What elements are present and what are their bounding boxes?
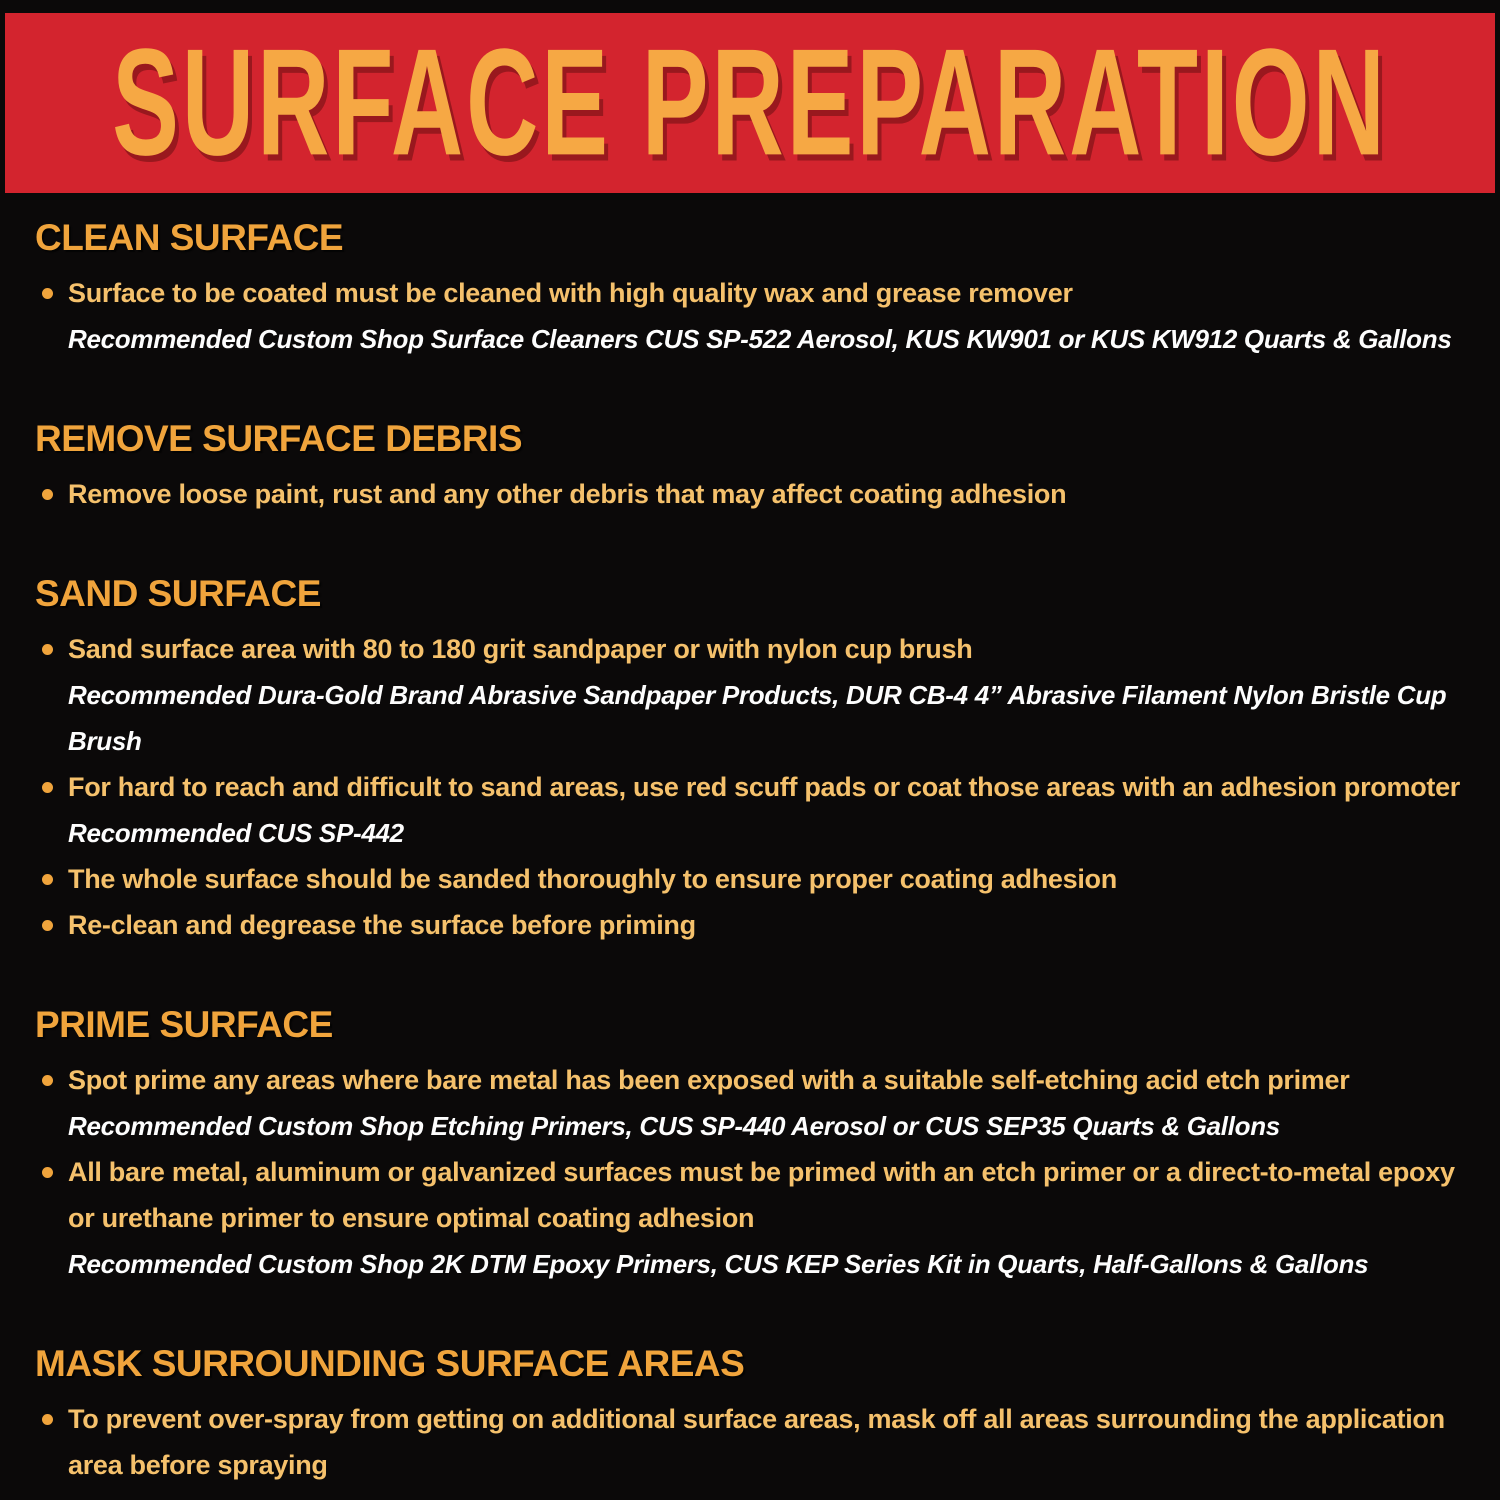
bullet-icon <box>42 920 53 931</box>
recommendation-note: Recommended Dura-Gold Brand Abrasive Sandpaper Products, DUR CB-4 4” Abrasive Filament Nylon Bristle Cup Brush <box>68 680 1447 756</box>
bullet-icon <box>42 874 53 885</box>
bullet-item <box>35 471 1472 517</box>
section-clean-surface <box>35 211 1472 362</box>
bullet-item <box>35 626 1472 672</box>
bullet-icon <box>42 1414 53 1425</box>
recommendation-note: Recommended Custom Shop 2K DTM Epoxy Primers, CUS KEP Series Kit in Quarts, Half-Gallons & Gallons <box>68 1249 1369 1279</box>
section-heading: MASK SURROUNDING SURFACE AREAS <box>35 1343 745 1384</box>
section-prime-surface <box>35 998 1472 1287</box>
bullet-icon <box>42 1167 53 1178</box>
recommendation-note: Recommended Custom Shop Etching Primers, CUS SP-440 Aerosol or CUS SEP35 Quarts & Gallons <box>68 1111 1280 1141</box>
bullet-icon <box>42 489 53 500</box>
bullet-icon <box>42 288 53 299</box>
bullet-text: Sand surface area with 80 to 180 grit sandpaper or with nylon cup brush <box>68 634 973 664</box>
bullet-icon <box>42 782 53 793</box>
instructions-content <box>0 193 1500 1488</box>
bullet-item <box>35 902 1472 948</box>
header-banner <box>5 13 1495 193</box>
bullet-item <box>35 856 1472 902</box>
section-heading: REMOVE SURFACE DEBRIS <box>35 418 523 459</box>
bullet-text: The whole surface should be sanded thoroughly to ensure proper coating adhesion <box>68 864 1117 894</box>
bullet-item <box>35 1149 1472 1241</box>
bullet-icon <box>42 1075 53 1086</box>
section-remove-surface-debris <box>35 412 1472 517</box>
bullet-item <box>35 764 1472 810</box>
bullet-item <box>35 1396 1472 1488</box>
section-mask-surrounding-areas <box>35 1337 1472 1488</box>
bullet-item <box>35 270 1472 316</box>
bullet-icon <box>42 644 53 655</box>
section-heading: SAND SURFACE <box>35 573 321 614</box>
bullet-text: Re-clean and degrease the surface before priming <box>68 910 696 940</box>
bullet-text: For hard to reach and difficult to sand areas, use red scuff pads or coat those areas with an adhesion promoter <box>68 772 1461 802</box>
bullet-text: All bare metal, aluminum or galvanized surfaces must be primed with an etch primer or a direct-to-metal epoxy or urethane primer to ensure optimal coating adhesion <box>68 1157 1455 1233</box>
bullet-item <box>35 1057 1472 1103</box>
bullet-text: Surface to be coated must be cleaned with high quality wax and grease remover <box>68 278 1073 308</box>
section-sand-surface <box>35 567 1472 948</box>
page-title: SURFACE PREPARATION <box>112 17 1388 188</box>
bullet-text: Spot prime any areas where bare metal has been exposed with a suitable self-etching acid etch primer <box>68 1065 1350 1095</box>
section-heading: CLEAN SURFACE <box>35 217 344 258</box>
recommendation-note: Recommended Custom Shop Surface Cleaners CUS SP-522 Aerosol, KUS KW901 or KUS KW912 Quarts & Gallons <box>68 324 1452 354</box>
section-heading: PRIME SURFACE <box>35 1004 333 1045</box>
bullet-text: Remove loose paint, rust and any other debris that may affect coating adhesion <box>68 479 1067 509</box>
bullet-text: To prevent over-spray from getting on additional surface areas, mask off all areas surrounding the application area before spraying <box>68 1404 1445 1480</box>
recommendation-note: Recommended CUS SP-442 <box>68 818 404 848</box>
